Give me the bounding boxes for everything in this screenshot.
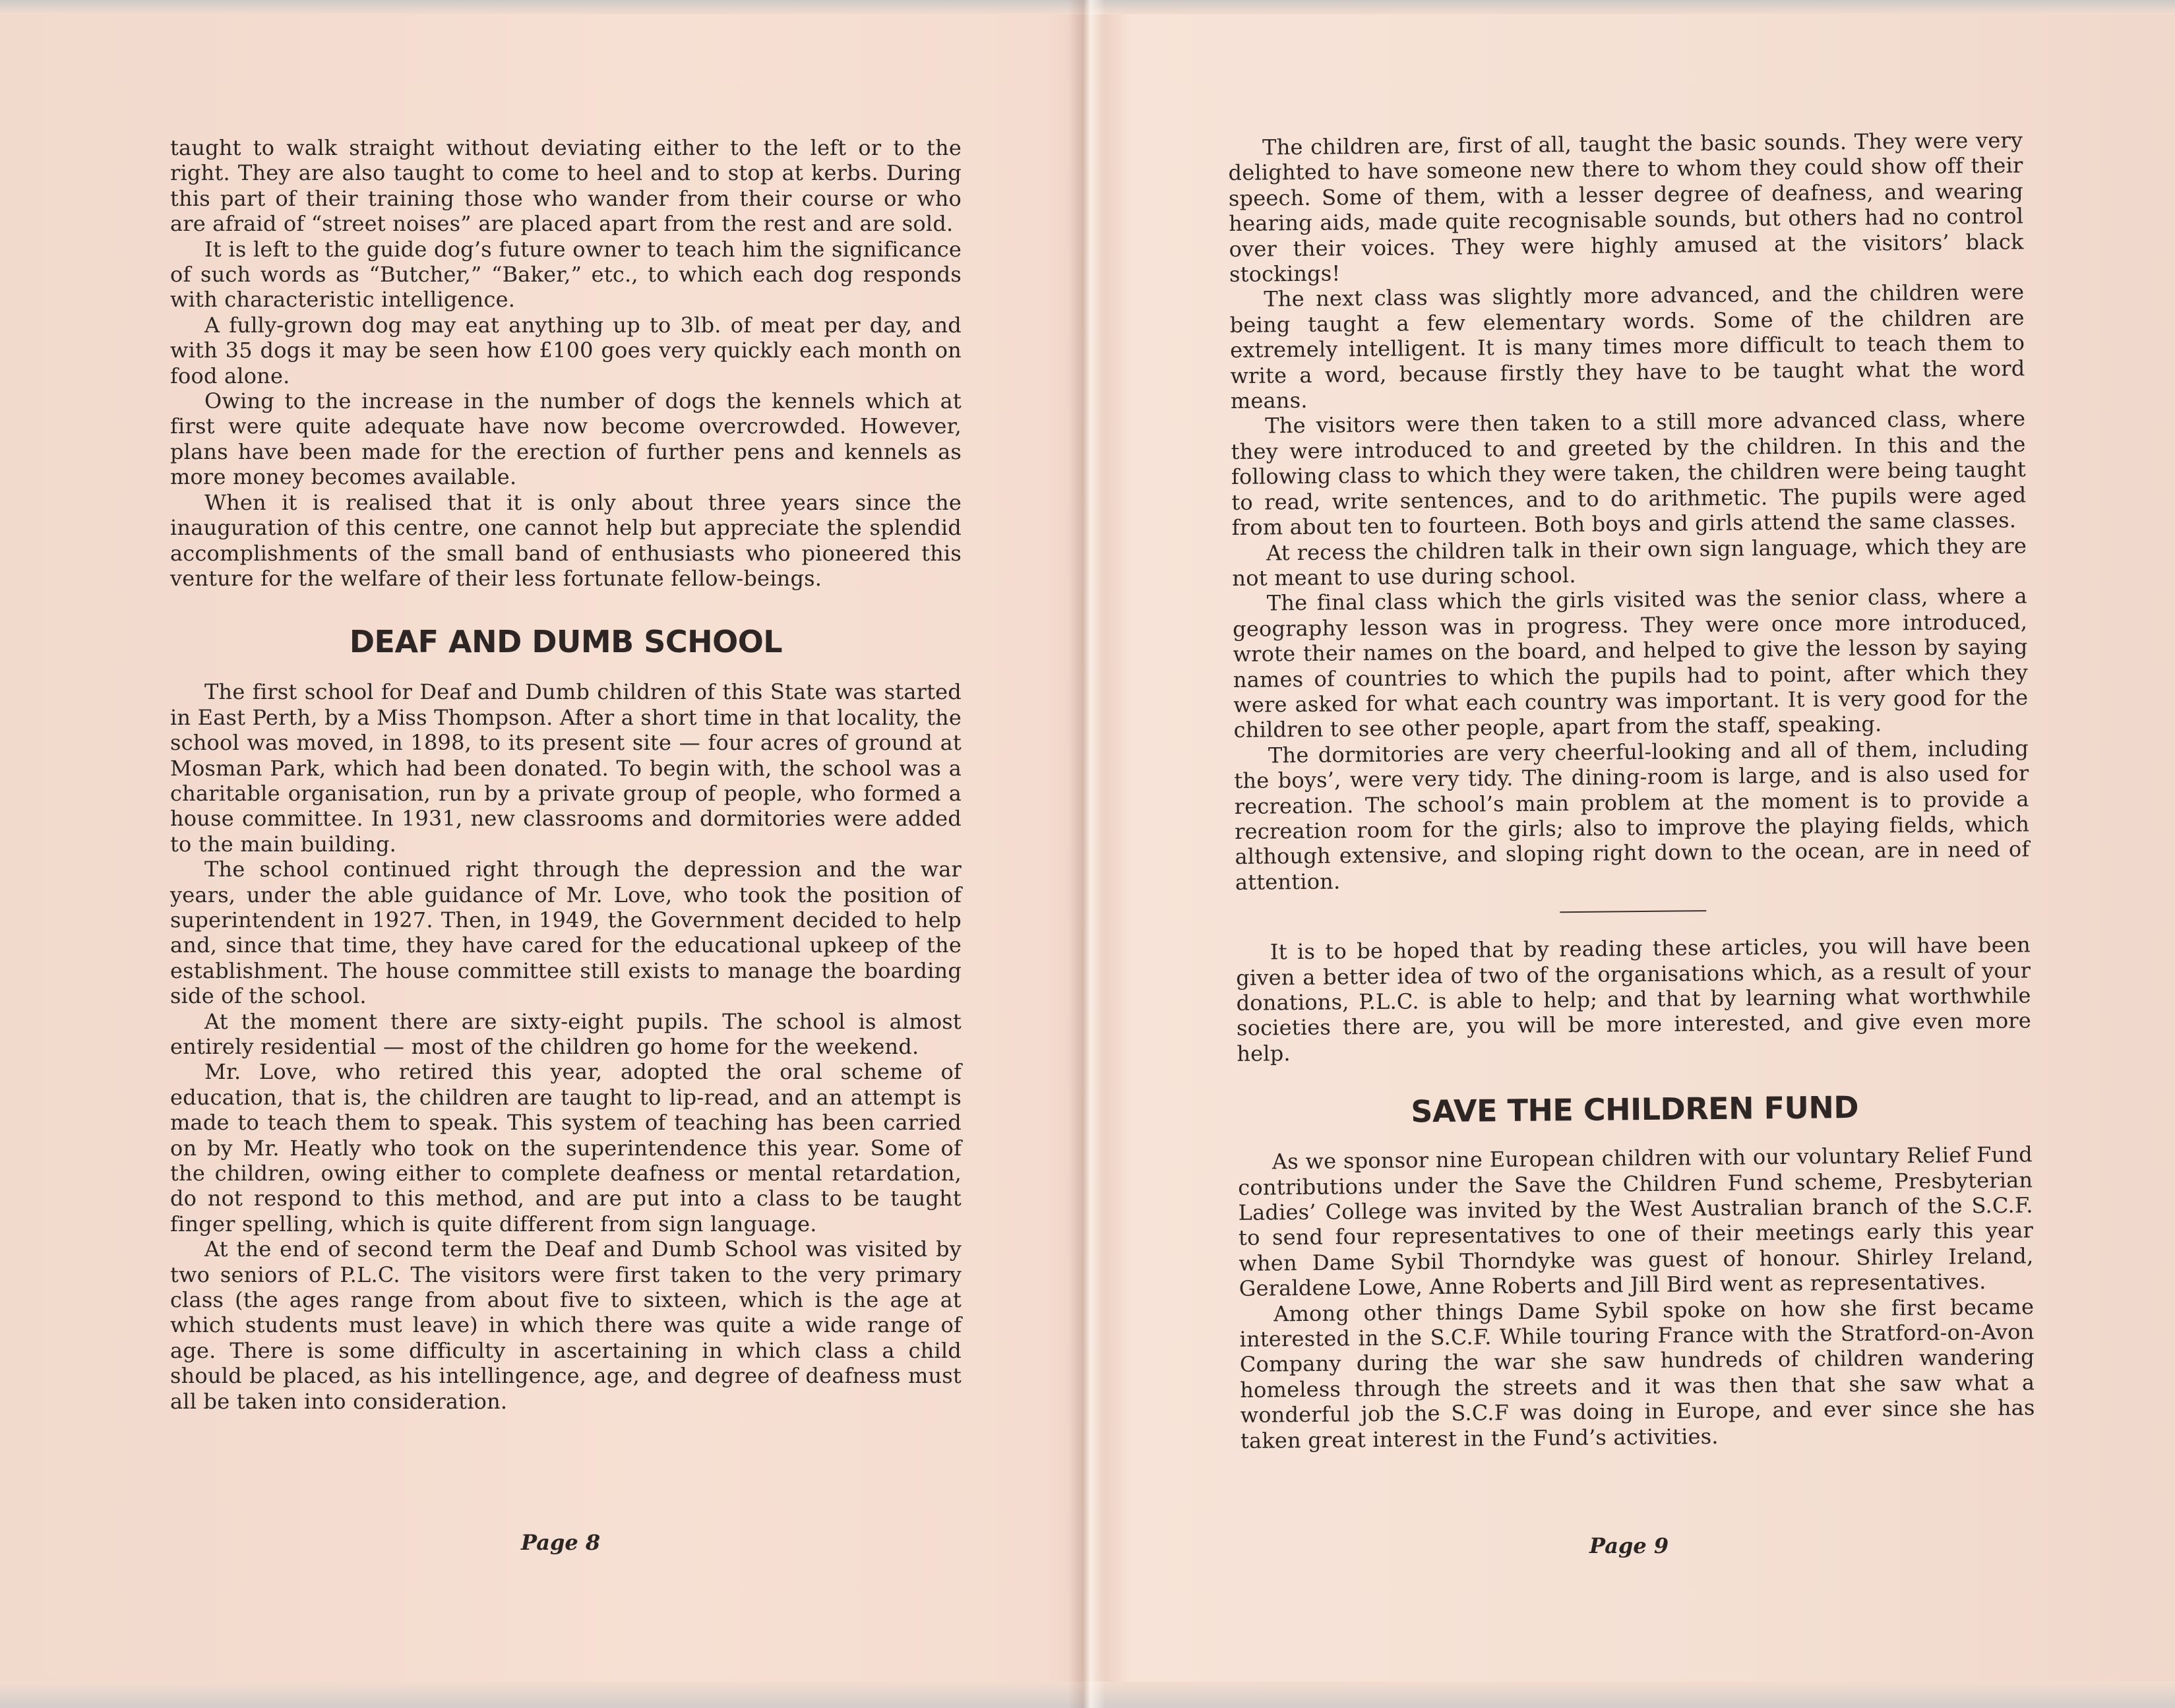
paragraph: At the end of second term the Deaf and Dumb School was visited by two seniors of P.L.C. The visitors were first taken to the very primary class (the ages range from about five to sixteen, which is the age at which students must leave) in which there was quite a wide range of age. There is some difficulty in ascertaining in which class a child should be placed, as his intellingence, age, and degree of deafness must all be taken into consideration. — [170, 1236, 962, 1414]
paragraph: It is left to the guide dog’s future owner to teach him the significance of such words as “Butcher,” “Baker,” etc., to which each dog responds with characteristic intelligence. — [170, 236, 962, 313]
paragraph: When it is realised that it is only about three years since the inauguration of this centre, one cannot help but appreciate the splendid accomplishments of the small band of enthusiasts who pioneered this venture for the welfare of their less fortunate fellow-beings. — [170, 489, 962, 591]
section-divider — [1560, 910, 1706, 913]
paragraph: At recess the children talk in their own sign language, which they are not meant to use during school. — [1232, 532, 2027, 591]
center-fold — [1068, 0, 1105, 1708]
section-heading-deaf-dumb-school: DEAF AND DUMB SCHOOL — [349, 624, 783, 660]
paragraph: The first school for Deaf and Dumb children of this State was started in East Perth, by a Miss Thompson. After a short time in that locality, the school was moved, in 1898, to its present site — four acres of ground at Mosman Park, which had been donated. To begin with, the school was a charitable organisation, run by a private group of people, who formed a house committee. In 1931, new classrooms and dormitories were added to the main building. — [170, 679, 962, 857]
page-number-right: Page 9 — [1589, 1533, 1669, 1558]
paragraph: taught to walk straight without deviating either to the left or to the right. They are also taught to come to heel and to stop at kerbs. During this part of their training those who wander from their course or who are afraid of “street noises” are placed apart from the rest and are sold. — [170, 135, 962, 237]
paragraph: A fully-grown dog may eat anything up to 3lb. of meat per day, and with 35 dogs it may be seen how £100 goes very quickly each month on food alone. — [170, 312, 962, 388]
left-page-body-top — [170, 135, 962, 591]
paragraph: The next class was slightly more advanced, and the children were being taught a few elementary words. Some of the children are extremely intelligent. It is many times more difficult to teach them to write a word, because firstly they have to be taught what the word means. — [1229, 279, 2025, 414]
closing-paragraph: It is to be hoped that by reading these articles, you will have been given a better idea of two of the organisations which, as a result of your donations, P.L.C. is able to help; and that by learning what worthwhile societies there are, you will be more interested, and give even more help. — [1236, 932, 2032, 1066]
page-number-left: Page 8 — [521, 1530, 601, 1555]
paragraph: As we sponsor nine European children with our voluntary Relief Fund contributions under the Save the Children Fund scheme, Presbyterian Ladies’ College was invited by the West Australian branch of the S.C.F. to send four representatives to one of their meetings early this year when Dame Sybil Thorndyke was guest of honour. Shirley Ireland, Geraldene Lowe, Anne Roberts and Jill Bird went as representatives. — [1238, 1142, 2034, 1302]
left-page — [170, 135, 962, 1414]
paragraph: The school continued right through the depression and the war years, under the able guidance of Mr. Love, who took the position of superintendent in 1927. Then, in 1949, the Government decided to help and, since that time, they have cared for the educational upkeep of the establishment. The house committee still exists to manage the boarding side of the school. — [170, 857, 962, 1009]
paragraph: Mr. Love, who retired this year, adopted the oral scheme of education, that is, the children are taught to lip-read, and an attempt is made to teach them to speak. This system of teaching has been carried on by Mr. Heatly who took on the superintendence this year. Some of the children, owing either to complete deafness or mental retardation, do not respond to this method, and are put into a class to be taught finger spelling, which is quite different from sign language. — [170, 1059, 962, 1236]
paragraph: The visitors were then taken to a still more advanced class, where they were introduced to and greeted by the children. In this and the following class to which they were taken, the children were being taught to read, write sentences, and to do arithmetic. The pupils were aged from about ten to fourteen. Both boys and girls attend the same classes. — [1231, 406, 2027, 541]
right-page-body-top — [1228, 127, 2030, 895]
right-page — [1228, 127, 2035, 1453]
paragraph: At the moment there are sixty-eight pupils. The school is almost entirely residential — most of the children go home for the weekend. — [170, 1008, 962, 1059]
right-page-body-bottom — [1238, 1142, 2035, 1453]
paragraph: Owing to the increase in the number of dogs the kennels which at first were quite adequate have now become overcrowded. However, plans have been made for the erection of further pens and kennels as more money becomes available. — [170, 388, 962, 490]
paragraph: Among other things Dame Sybil spoke on how she first became interested in the S.C.F. While touring France with the Stratford-on-Avon Company during the war she saw hundreds of children wandering homeless through the streets and it was then that she saw what a wonderful job the S.C.F was doing in Europe, and ever since she has taken great interest in the Fund’s activities. — [1239, 1294, 2035, 1453]
section-heading-save-the-children-fund: SAVE THE CHILDREN FUND — [1411, 1089, 1859, 1130]
left-page-body-bottom — [170, 679, 962, 1414]
paragraph: The children are, first of all, taught the basic sounds. They were very delighted to have someone new there to whom they could show off their speech. Some of them, with a lesser degree of deafness, and wearing hearing aids, made quite recognisable sounds, but others had no control over their voices. They were highly amused at the visitors’ black stockings! — [1228, 127, 2024, 288]
paragraph: The dormitories are very cheerful-looking and all of them, including the boys’, were very tidy. The dining-room is large, and is also used for recreation. The school’s main problem at the moment is to provide a recreation room for the girls; also to improve the playing fields, which although extensive, and sloping right down to the ocean, are in need of attention. — [1234, 735, 2030, 895]
paragraph: The final class which the girls visited was the senior class, where a geography lesson was in progress. They were once more introduced, wrote their names on the board, and helped to give the lesson by saying names of countries to which the pupils had to point, after which they were asked for what each country was important. It is very good for the children to see other people, apart from the staff, speaking. — [1233, 583, 2029, 743]
